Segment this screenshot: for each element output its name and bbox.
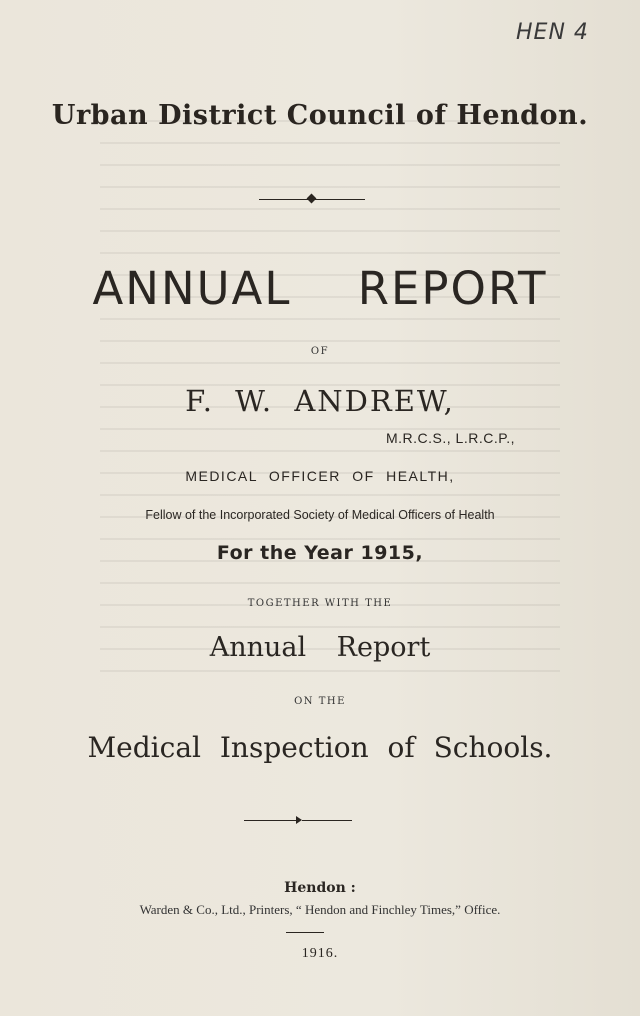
lower-rule-left	[244, 820, 296, 821]
author-name: F. W. ANDREW,	[185, 384, 455, 418]
author-role: MEDICAL OFFICER OF HEALTH,	[185, 468, 455, 484]
second-report-heading: Annual Report	[209, 632, 431, 663]
ornament-rule-left	[259, 199, 311, 200]
author-fellowship: Fellow of the Incorporated Society of Medical Officers of Health	[145, 508, 495, 522]
second-report-subject: Medical Inspection of Schools.	[87, 731, 553, 764]
council-title: Urban District Council of Hendon.	[51, 100, 589, 131]
report-heading: ANNUAL REPORT	[92, 262, 548, 315]
lower-rule-right	[302, 820, 352, 821]
publication-year: 1916.	[301, 946, 339, 961]
of-label: OF	[310, 346, 330, 357]
imprint-rule	[286, 932, 324, 933]
ornament-rule-right	[313, 199, 365, 200]
together-label: TOGETHER WITH THE	[247, 598, 393, 609]
report-year: For the Year 1915,	[216, 542, 424, 564]
author-qualifications: M.R.C.S., L.R.C.P.,	[386, 430, 516, 446]
imprint-place: Hendon :	[284, 880, 356, 896]
printer-line: Warden & Co., Ltd., Printers, “ Hendon and Finchley Times,” Office.	[139, 902, 501, 917]
archive-reference-handwritten: HEN 4	[516, 20, 589, 45]
on-the-label: ON THE	[294, 696, 346, 707]
